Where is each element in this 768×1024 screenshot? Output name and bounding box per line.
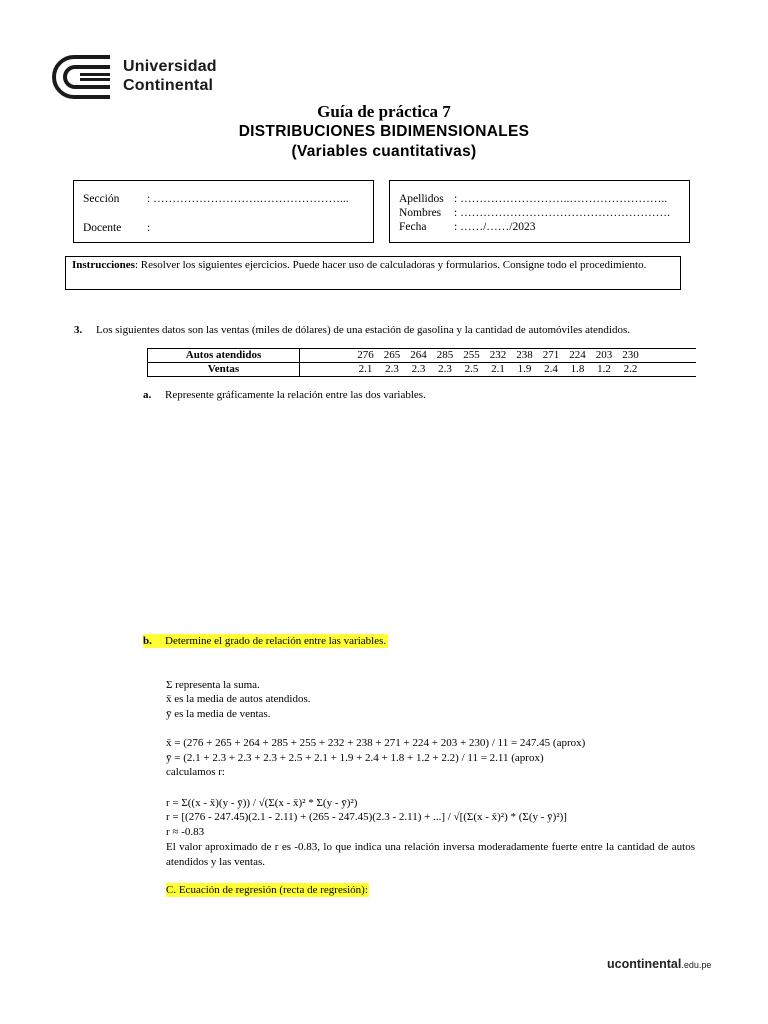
- seccion-label: Sección: [83, 193, 120, 205]
- part-a: [143, 388, 426, 402]
- r-formula: r = Σ((x - x̄)(y - ȳ)) / √(Σ(x - x̄)² * Σ(y - ȳ)²): [166, 797, 358, 809]
- table-cell: 2.1: [491, 363, 505, 375]
- footer-brand-suffix: .edu.pe: [681, 960, 712, 970]
- table-cell: 271: [542, 349, 560, 361]
- table-cell: 1.2: [597, 363, 611, 375]
- seccion-field[interactable]: : ……………………….…………………...: [147, 193, 349, 205]
- answer-line-6: calculamos r:: [166, 766, 225, 778]
- table-cell: 2.3: [411, 363, 426, 375]
- part-c: C. Ecuación de regresión (recta de regresión):: [166, 884, 368, 896]
- table-cell: 2.2: [623, 363, 638, 375]
- university-name-line2: Continental: [123, 77, 214, 94]
- question-number: 3.: [74, 324, 83, 336]
- table-row-autos: [148, 349, 697, 363]
- guide-title: Guía de práctica 7: [317, 102, 451, 121]
- r-substitution: r = [(276 - 247.45)(2.1 - 2.11) + (265 - 247.45)(2.3 - 2.11) + ...] / √[(Σ(x - x̄)²) * (Σ(y - ȳ)²)]: [166, 811, 567, 823]
- instructions-text: : Resolver los siguientes ejercicios. Puede hacer uso de calculadoras y formularios. Consigne todo el procedimiento.: [134, 259, 647, 271]
- nombres-label: Nombres: [399, 207, 442, 219]
- row-values-autos: [300, 349, 697, 363]
- instructions-box: [65, 256, 681, 290]
- part-a-label: a.: [143, 389, 152, 401]
- docente-label: Docente: [83, 222, 122, 234]
- table-cell: 238: [516, 349, 533, 361]
- answer-line-3: ȳ es la media de ventas.: [166, 708, 271, 720]
- mean-x-formula: x̄ = (276 + 265 + 264 + 285 + 255 + 232 + 238 + 271 + 224 + 203 + 230) / 11 = 247.45 (aprox): [166, 737, 586, 749]
- row-values-ventas: [300, 363, 697, 377]
- part-b: [143, 634, 388, 648]
- table-cell: 203: [595, 349, 613, 361]
- part-b-label: b.: [143, 635, 152, 647]
- subtitle-main: DISTRIBUCIONES BIDIMENSIONALES: [238, 123, 530, 140]
- title-block: [0, 102, 768, 162]
- footer-brand-name: ucontinental: [607, 957, 682, 971]
- table-cell: 1.9: [517, 363, 532, 375]
- fecha-field[interactable]: : ……/……/2023: [454, 221, 536, 233]
- table-cell: 2.3: [385, 363, 399, 375]
- instructions-label: Instrucciones: [72, 259, 135, 271]
- part-a-text: Represente gráficamente la relación entre las dos variables.: [165, 389, 426, 401]
- table-cell: 2.1: [358, 363, 373, 375]
- table-row-ventas: [148, 363, 697, 377]
- university-name: [123, 57, 217, 95]
- table-cell: 232: [489, 349, 507, 361]
- university-name-line1: Universidad: [123, 58, 217, 75]
- footer-brand: [607, 957, 711, 971]
- question-text: Los siguientes datos son las ventas (miles de dólares) de una estación de gasolina y la cantidad de automóviles atendidos.: [96, 324, 630, 336]
- table-cell: 265: [383, 349, 401, 361]
- row-label-autos: Autos atendidos: [148, 349, 300, 363]
- fecha-label: Fecha: [399, 221, 427, 233]
- apellidos-field[interactable]: : ………………………..……………………..: [454, 193, 668, 205]
- form-box-left: [73, 180, 374, 243]
- r-result: r ≈ -0.83: [166, 826, 205, 838]
- table-cell: 2.5: [464, 363, 479, 375]
- data-table: [147, 348, 696, 377]
- nombres-field[interactable]: : ……………………………………………….: [454, 207, 670, 219]
- part-b-text: Determine el grado de relación entre las variables.: [165, 635, 387, 647]
- table-cell: 276: [357, 349, 374, 361]
- university-logo-icon: [50, 54, 112, 100]
- table-cell: 230: [622, 349, 639, 361]
- table-cell: 285: [436, 349, 454, 361]
- apellidos-label: Apellidos: [399, 193, 444, 205]
- answer-line-2: x̄ es la media de autos atendidos.: [166, 693, 311, 705]
- question-3: [74, 323, 630, 337]
- row-label-ventas: Ventas: [148, 363, 300, 377]
- table-cell: 224: [569, 349, 586, 361]
- form-box-right: [389, 180, 690, 243]
- table-cell: 255: [463, 349, 480, 361]
- mean-y-formula: ȳ = (2.1 + 2.3 + 2.3 + 2.3 + 2.5 + 2.1 + 1.9 + 2.4 + 1.8 + 1.2 + 2.2) / 11 = 2.11 (aprox): [166, 752, 544, 764]
- table-cell: 264: [410, 349, 427, 361]
- table-cell: 2.3: [438, 363, 452, 375]
- subtitle-secondary: (Variables cuantitativas): [291, 143, 477, 160]
- table-cell: 1.8: [570, 363, 585, 375]
- conclusion-paragraph: El valor aproximado de r es -0.83, lo que indica una relación inversa moderadamente fuerte entre la cantidad de autos atendidos y las ventas.: [166, 841, 695, 868]
- docente-field[interactable]: :: [147, 222, 151, 234]
- table-cell: 2.4: [544, 363, 558, 375]
- answer-line-1: Σ representa la suma.: [166, 679, 260, 691]
